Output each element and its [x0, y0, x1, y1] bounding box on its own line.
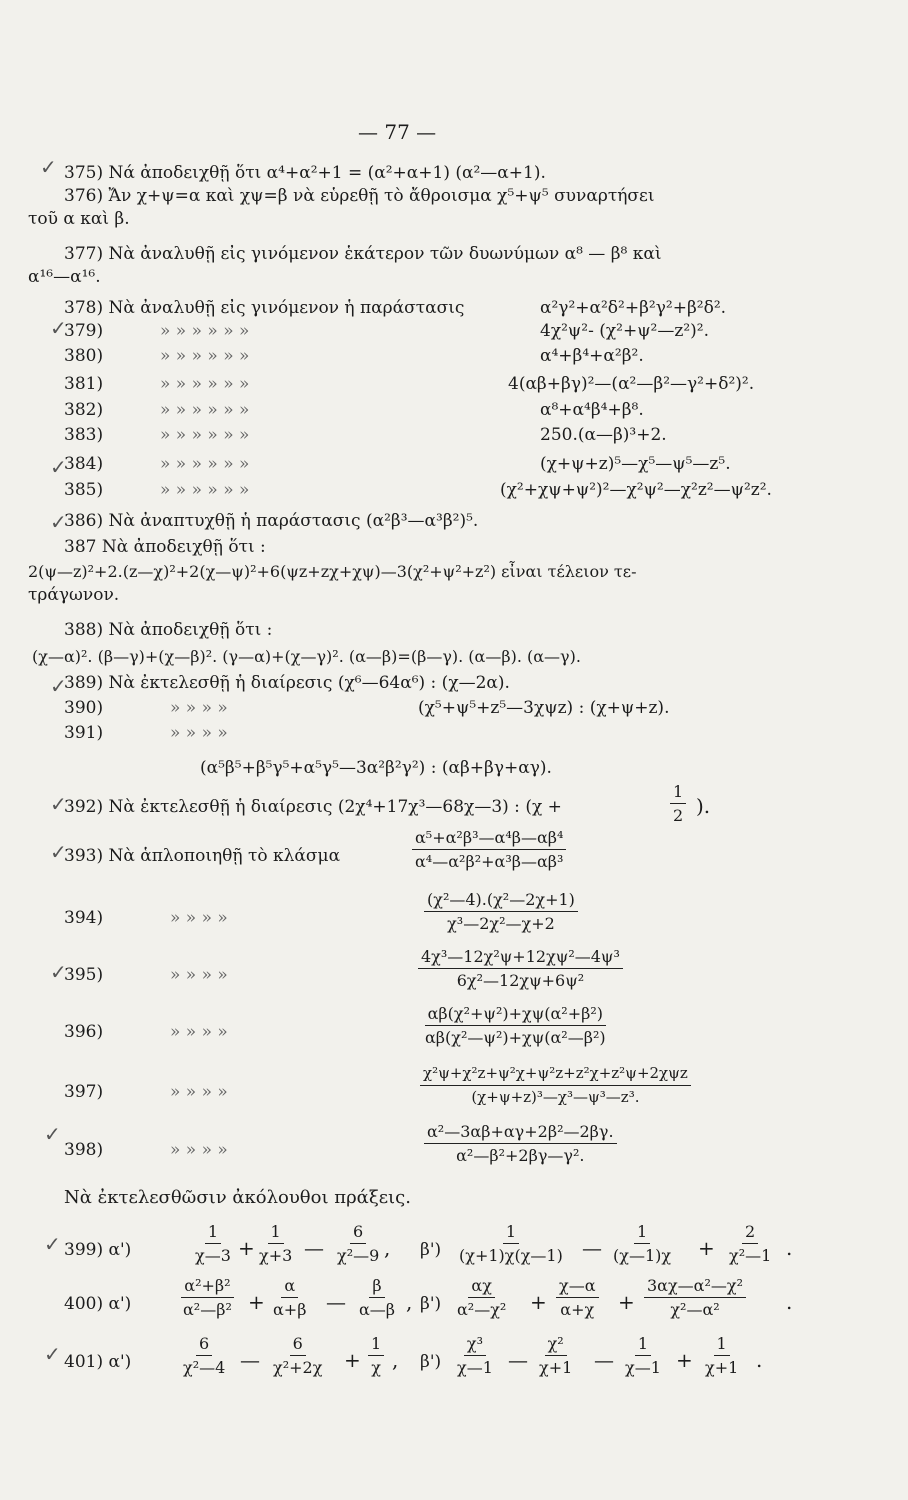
- fraction: [368, 1334, 384, 1377]
- numerator: 6: [290, 1334, 306, 1356]
- fraction: [356, 1276, 398, 1319]
- denominator: α⁴—α²β²+α³β—αβ³: [415, 852, 564, 871]
- denominator: χ²—4: [183, 1358, 226, 1377]
- minus-sign: —: [582, 1236, 602, 1260]
- denominator: α²—β²+2βγ—γ².: [456, 1146, 585, 1165]
- fraction: [644, 1276, 746, 1319]
- numerator: 4χ³—12χ²ψ+12χψ²—4ψ³: [418, 947, 623, 969]
- check-mark-icon: ✓: [50, 840, 67, 864]
- fraction: [726, 1222, 774, 1265]
- period: .: [756, 1348, 763, 1372]
- denominator: χ²+2χ: [273, 1358, 323, 1377]
- problem-401: 401) α'): [64, 1352, 132, 1372]
- problem-382: 382): [64, 400, 104, 420]
- problem-385: 385): [64, 480, 104, 500]
- fraction: [454, 1276, 509, 1319]
- fraction: [456, 1222, 566, 1265]
- ditto-marks: » » » »: [170, 723, 228, 743]
- close-paren: ).: [696, 794, 711, 818]
- minus-sign: —: [508, 1348, 528, 1372]
- fraction-398: [424, 1122, 617, 1165]
- denominator: χ³—2χ²—χ+2: [447, 914, 555, 933]
- numerator: β: [369, 1276, 384, 1298]
- denominator: α²—χ²: [457, 1300, 507, 1319]
- fraction-397: [420, 1064, 691, 1107]
- numerator: α: [281, 1276, 298, 1298]
- fraction: [180, 1276, 235, 1319]
- denominator: (χ+ψ+z)³—χ³—ψ³—z³.: [471, 1088, 640, 1106]
- numerator: 6: [196, 1334, 212, 1356]
- fraction-393: [412, 828, 566, 871]
- problem-399: 399) α'): [64, 1240, 132, 1260]
- check-mark-icon: ✓: [44, 1122, 61, 1146]
- minus-sign: —: [304, 1236, 324, 1260]
- denominator: χ—1: [457, 1358, 493, 1377]
- ditto-marks: » » » » » »: [160, 454, 250, 474]
- plus-sign: +: [618, 1290, 635, 1314]
- fraction: [256, 1222, 295, 1265]
- numerator: χ²ψ+χ²z+ψ²χ+ψ²z+z²χ+z²ψ+2χψz: [420, 1064, 691, 1086]
- fraction: [556, 1276, 599, 1319]
- expression-390: (χ⁵+ψ⁵+z⁵—3χψz) : (χ+ψ+z).: [418, 698, 670, 718]
- fraction: [622, 1334, 664, 1377]
- problem-377: 377) Νὰ ἀναλυθῇ εἰς γινόμενον ἑκάτερον τῶν δυωνύμων α⁸ — β⁸ καὶ: [64, 244, 662, 264]
- problem-375: 375) Νά ἀποδειχθῇ ὅτι α⁴+α²+1 = (α²+α+1) (α²—α+1).: [64, 163, 546, 183]
- problem-398: 398): [64, 1140, 104, 1160]
- denominator: χ+1: [539, 1358, 573, 1377]
- problem-400: 400) α'): [64, 1294, 132, 1314]
- numerator: 2: [742, 1222, 758, 1244]
- numerator: 1: [503, 1222, 519, 1244]
- plus-sign: +: [698, 1236, 715, 1260]
- expression-384: (χ+ψ+z)⁵—χ⁵—ψ⁵—z⁵.: [540, 454, 731, 474]
- numerator: α⁵+α²β³—α⁴β—αβ⁴: [412, 828, 566, 850]
- plus-sign: +: [344, 1348, 361, 1372]
- ditto-marks: » » » » » »: [160, 346, 250, 366]
- problem-378: 378) Νὰ ἀναλυθῇ εἰς γινόμενον ἡ παράστασις: [64, 298, 465, 318]
- plus-sign: +: [248, 1290, 265, 1314]
- comma: ,: [384, 1236, 391, 1260]
- expression-388: (χ—α)². (β—γ)+(χ—β)². (γ—α)+(χ—γ)². (α—β)=(β—γ). (α—β). (α—γ).: [32, 647, 581, 666]
- fraction: [270, 1276, 309, 1319]
- problem-396: 396): [64, 1022, 104, 1042]
- problem-393: 393) Νὰ ἁπλοποιηθῇ τὸ κλάσμα: [64, 846, 341, 866]
- expression-380: α⁴+β⁴+α²β².: [540, 346, 644, 366]
- plus-sign: +: [530, 1290, 547, 1314]
- numerator: (χ²—4).(χ²—2χ+1): [424, 890, 578, 912]
- ditto-marks: » » » » » »: [160, 480, 250, 500]
- denominator: χ: [371, 1358, 381, 1377]
- check-mark-icon: ✓: [44, 1232, 61, 1256]
- expression-383: 250.(α—β)³+2.: [540, 425, 667, 445]
- denominator: αβ(χ²—ψ²)+χψ(α²—β²): [425, 1028, 606, 1047]
- ditto-marks: » » » »: [170, 965, 228, 985]
- check-mark-icon: ✓: [40, 155, 57, 179]
- denominator: α—β: [359, 1300, 396, 1319]
- denominator: χ²—9: [337, 1246, 380, 1265]
- expression-387: 2(ψ—z)²+2.(z—χ)²+2(χ—ψ)²+6(ψz+zχ+χψ)—3(χ²+ψ²+z²) εἶναι τέλειον τε-: [28, 562, 637, 581]
- problem-380: 380): [64, 346, 104, 366]
- problem-392: 392) Νὰ ἐκτελεσθῇ ἡ διαίρεσις (2χ⁴+17χ³—68χ—3) : (χ +: [64, 797, 562, 817]
- problem-391: 391): [64, 723, 104, 743]
- fraction: [536, 1334, 575, 1377]
- problem-379: 379): [64, 321, 104, 341]
- numerator: 1: [205, 1222, 221, 1244]
- comma: ,: [392, 1348, 399, 1372]
- problem-394: 394): [64, 908, 104, 928]
- fraction-394: [424, 890, 578, 933]
- part-b-label: β'): [420, 1352, 442, 1372]
- numerator: 1: [714, 1334, 730, 1356]
- problem-389: 389) Νὰ ἐκτελεσθῇ ἡ διαίρεσις (χ⁶—64α⁶) : (χ—2α).: [64, 673, 510, 693]
- problem-386: 386) Νὰ ἀναπτυχθῇ ἡ παράστασις (α²β³—α³β²)⁵.: [64, 511, 479, 531]
- expression-382: α⁸+α⁴β⁴+β⁸.: [540, 400, 644, 420]
- comma: ,: [406, 1290, 413, 1314]
- fraction-392: [670, 782, 686, 825]
- denominator: (χ+1)χ(χ—1): [459, 1246, 563, 1265]
- denominator: χ+3: [259, 1246, 293, 1265]
- ditto-marks: » » » » » »: [160, 374, 250, 394]
- ditto-marks: » » » » » »: [160, 400, 250, 420]
- fraction: [192, 1222, 234, 1265]
- denominator: χ—1: [625, 1358, 661, 1377]
- problem-381: 381): [64, 374, 104, 394]
- problem-397: 397): [64, 1082, 104, 1102]
- fraction: [702, 1334, 741, 1377]
- numerator: χ²: [545, 1334, 567, 1356]
- fraction-396: [422, 1004, 609, 1047]
- numerator: 3αχ—α²—χ²: [644, 1276, 746, 1298]
- fraction: [334, 1222, 382, 1265]
- numerator: 1: [634, 1222, 650, 1244]
- ditto-marks: » » » » » »: [160, 321, 250, 341]
- page-number: — 77 —: [358, 120, 437, 144]
- problem-395: 395): [64, 965, 104, 985]
- numerator: αβ(χ²+ψ²)+χψ(α²+β²): [425, 1004, 606, 1026]
- part-b-label: β'): [420, 1240, 442, 1260]
- check-mark-icon: ✓: [50, 792, 67, 816]
- check-mark-icon: ✓: [50, 674, 67, 698]
- denominator: (χ—1)χ: [613, 1246, 672, 1265]
- check-mark-icon: ✓: [44, 1342, 61, 1366]
- ditto-marks: » » » »: [170, 1022, 228, 1042]
- denominator: χ+1: [705, 1358, 739, 1377]
- minus-sign: —: [240, 1348, 260, 1372]
- fraction: [180, 1334, 228, 1377]
- problem-376-cont: τοῦ α καὶ β.: [28, 209, 130, 229]
- fraction: [610, 1222, 674, 1265]
- minus-sign: —: [594, 1348, 614, 1372]
- denominator: α+β: [273, 1300, 307, 1319]
- expression-379: 4χ²ψ²- (χ²+ψ²—z²)².: [540, 321, 709, 341]
- ditto-marks: » » » »: [170, 698, 228, 718]
- problem-376: 376) Ἄν χ+ψ=α καὶ χψ=β νὰ εὑρεθῇ τὸ ἄθροισμα χ⁵+ψ⁵ συναρτήσει: [64, 186, 655, 206]
- fraction: [270, 1334, 325, 1377]
- period: .: [786, 1236, 793, 1260]
- check-mark-icon: ✓: [50, 316, 67, 340]
- ditto-marks: » » » » » »: [160, 425, 250, 445]
- denominator: 6χ²—12χψ+6ψ²: [456, 971, 585, 990]
- check-mark-icon: ✓: [50, 455, 67, 479]
- expression-385: (χ²+χψ+ψ²)²—χ²ψ²—χ²z²—ψ²z².: [500, 480, 772, 500]
- check-mark-icon: ✓: [50, 510, 67, 534]
- minus-sign: —: [326, 1290, 346, 1314]
- plus-sign: +: [676, 1348, 693, 1372]
- denominator: χ²—1: [729, 1246, 772, 1265]
- problem-384: 384): [64, 454, 104, 474]
- numerator: 1: [670, 782, 686, 804]
- ditto-marks: » » » »: [170, 1140, 228, 1160]
- denominator: χ²—α²: [670, 1300, 720, 1319]
- numerator: 1: [268, 1222, 284, 1244]
- problem-377-cont: α¹⁶—α¹⁶.: [28, 267, 101, 287]
- numerator: 1: [368, 1334, 384, 1356]
- ditto-marks: » » » »: [170, 908, 228, 928]
- numerator: αχ: [468, 1276, 495, 1298]
- fraction: [454, 1334, 496, 1377]
- denominator: 2: [673, 806, 684, 825]
- problem-390: 390): [64, 698, 104, 718]
- expression-378: α²γ²+α²δ²+β²γ²+β²δ².: [540, 298, 727, 318]
- denominator: χ—3: [195, 1246, 231, 1265]
- numerator: χ—α: [556, 1276, 599, 1298]
- numerator: α²—3αβ+αγ+2β²—2βγ.: [424, 1122, 617, 1144]
- denominator: α+χ: [560, 1300, 595, 1319]
- numerator: χ³: [464, 1334, 486, 1356]
- problem-387: 387 Νὰ ἀποδειχθῇ ὅτι :: [64, 537, 266, 557]
- plus-sign: +: [238, 1236, 255, 1260]
- expression-387-cont: τράγωνον.: [28, 585, 120, 605]
- problem-383: 383): [64, 425, 104, 445]
- denominator: α²—β²: [183, 1300, 232, 1319]
- period: .: [786, 1290, 793, 1314]
- numerator: 1: [635, 1334, 651, 1356]
- expression-381: 4(αβ+βγ)²—(α²—β²—γ²+δ²)².: [508, 374, 755, 394]
- problem-388: 388) Νὰ ἀποδειχθῇ ὅτι :: [64, 620, 273, 640]
- part-b-label: β'): [420, 1294, 442, 1314]
- numerator: 6: [350, 1222, 366, 1244]
- expression-391: (α⁵β⁵+β⁵γ⁵+α⁵γ⁵—3α²β²γ²) : (αβ+βγ+αγ).: [200, 758, 552, 778]
- section-heading: Νὰ ἐκτελεσθῶσιν ἀκόλουθοι πράξεις.: [64, 1187, 411, 1208]
- check-mark-icon: ✓: [50, 960, 67, 984]
- numerator: α²+β²: [181, 1276, 233, 1298]
- fraction-395: [418, 947, 623, 990]
- ditto-marks: » » » »: [170, 1082, 228, 1102]
